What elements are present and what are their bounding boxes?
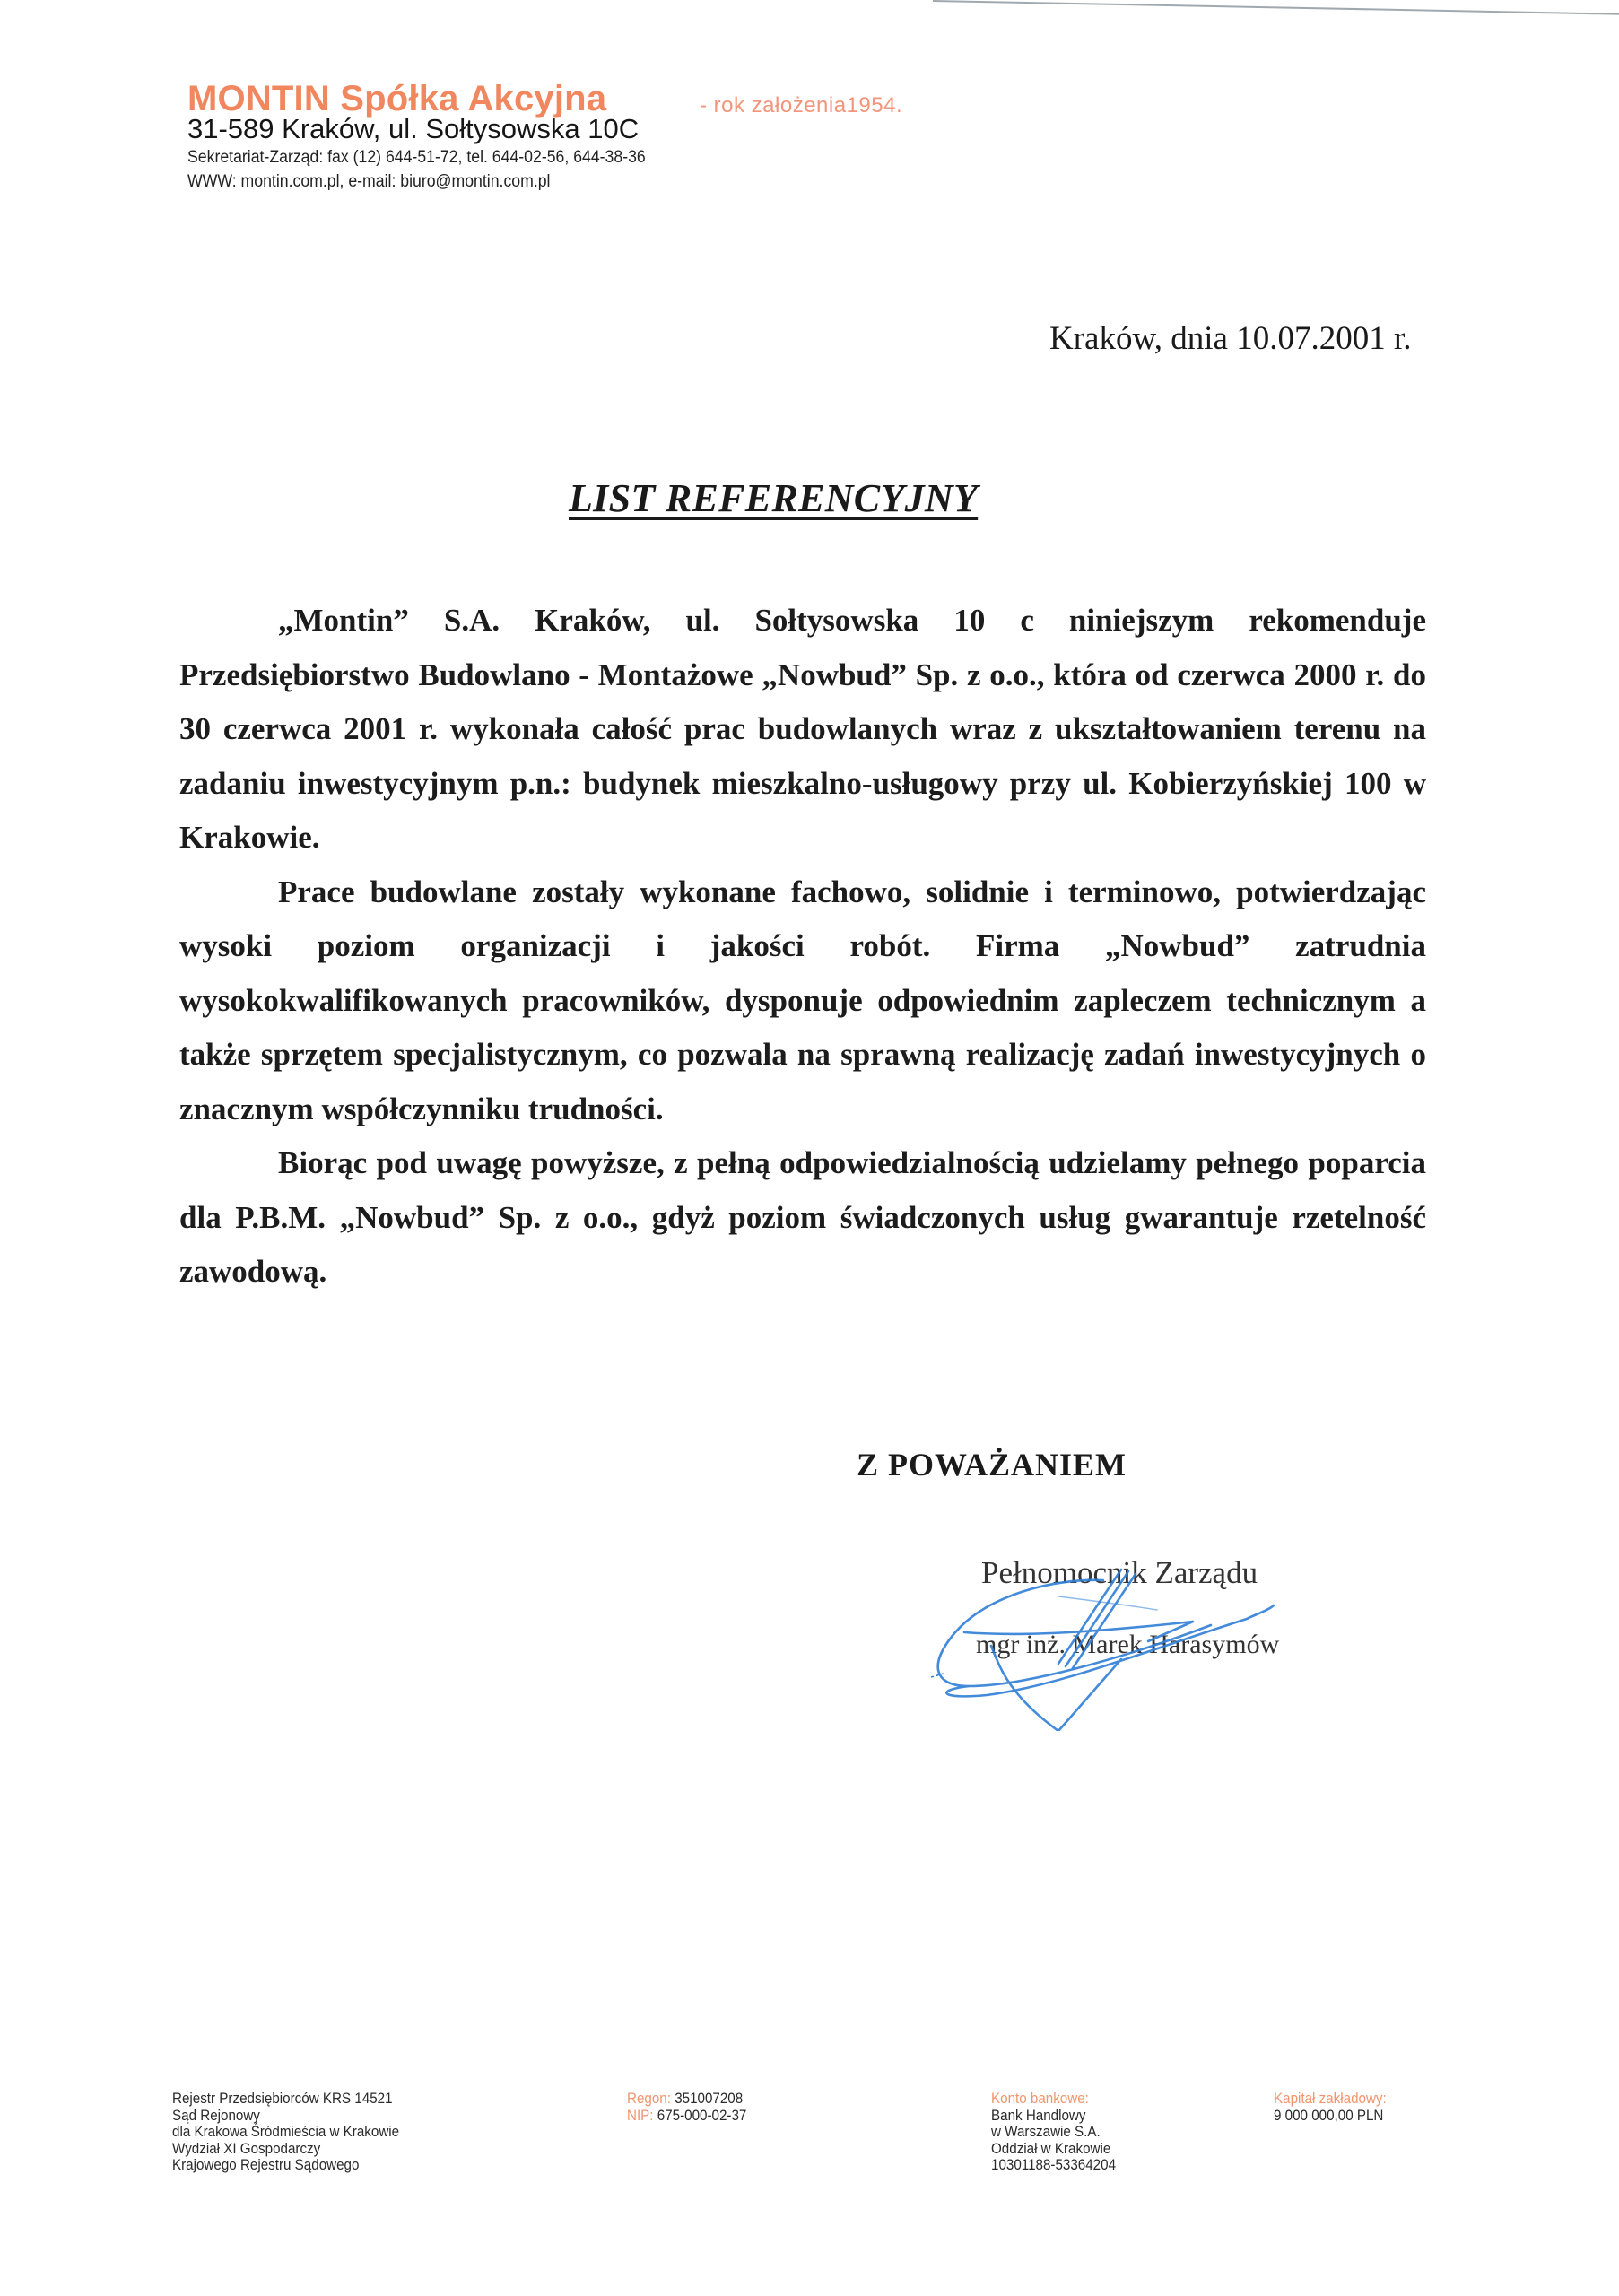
footer-line: Rejestr Przedsiębiorców KRS 14521 xyxy=(172,2091,393,2107)
regon-value: 351007208 xyxy=(675,2091,744,2107)
capital-label: Kapitał zakładowy: xyxy=(1274,2091,1387,2107)
signature-stroke xyxy=(946,1605,1274,1696)
company-web: WWW: montin.com.pl, e-mail: biuro@montin.com.pl xyxy=(187,172,551,191)
body-paragraph: Prace budowlane zostały wykonane fachowo, solidnie i terminowo, potwierdzając wysoki poziom organizacji i jakości robót. Firma „Nowbud” zatrudnia wysokokwalifikowanych pracowników, dysponuje odpowiednim zapleczem technicznym a także sprzętem specjalistycznym, co pozwala na sprawną realizację zadań inwestycyjnych o znacznym współczynniku trudności. xyxy=(179,874,1426,1126)
footer-line: Krajowego Rejestru Sądowego xyxy=(172,2157,360,2173)
footer-line: Wydział XI Gospodarczy xyxy=(172,2140,321,2157)
footer-line: Sąd Rejonowy xyxy=(172,2107,260,2124)
scan-edge-line xyxy=(933,0,1619,15)
footer-line: Oddział w Krakowie xyxy=(991,2140,1111,2157)
signer-role: Pełnomocnik Zarządu xyxy=(981,1555,1258,1590)
signature-stroke xyxy=(1058,1596,1157,1610)
signature-icon xyxy=(915,1561,1292,1731)
letter-body xyxy=(179,594,1426,1300)
footer-line: dla Krakowa Śródmieścia w Krakowie xyxy=(172,2124,400,2140)
body-paragraph: Biorąc pod uwagę powyższe, z pełną odpowiedzialnością udzielamy pełnego poparcia dla P.B.M. „Nowbud” Sp. z o.o., gdyż poziom świadczonych usług gwarantuje rzetelność zawodową. xyxy=(179,1145,1426,1289)
regon-row xyxy=(627,2091,746,2108)
signer-name: mgr inż. Marek Harasymów xyxy=(976,1630,1280,1659)
company-name: MONTIN Spółka Akcyjna xyxy=(187,79,607,118)
signature-stroke xyxy=(1058,1570,1136,1668)
company-address: 31-589 Kraków, ul. Sołtysowska 10C xyxy=(187,113,640,144)
nip-row xyxy=(627,2108,746,2125)
footer-ids xyxy=(627,2091,746,2124)
footer-line: w Warszawie S.A. xyxy=(991,2124,1101,2140)
body-paragraph: „Montin” S.A. Kraków, ul. Sołtysowska 10 c niniejszym rekomenduje Przedsiębiorstwo Budowlano - Montażowe „Nowbud” Sp. z o.o., która od czerwca 2000 r. do 30 czerwca 2001 r. wykonała całość prac budowlanych wraz z ukształtowaniem terenu na zadaniu inwestycyjnym p.n.: budynek mieszkalno-usługowy przy ul. Kobierzyńskiej 100 w Krakowie. xyxy=(179,603,1426,855)
letter-date: Kraków, dnia 10.07.2001 r. xyxy=(1049,320,1412,357)
signature-stroke xyxy=(991,1646,1121,1731)
closing-salutation: Z POWAŻANIEM xyxy=(857,1447,1127,1483)
footer-line: Bank Handlowy xyxy=(991,2107,1086,2124)
nip-label: NIP: xyxy=(627,2107,654,2124)
letter-title: LIST REFERENCYJNY xyxy=(569,476,979,520)
nip-value: 675-000-02-37 xyxy=(657,2107,747,2124)
footer-registry xyxy=(172,2091,399,2174)
regon-label: Regon: xyxy=(627,2091,671,2107)
bank-account: 10301188-53364204 xyxy=(991,2157,1117,2173)
footer-bank xyxy=(991,2091,1116,2174)
founded-year: - rok założenia1954. xyxy=(700,93,903,117)
footer-capital xyxy=(1274,2091,1387,2124)
company-contact: Sekretariat-Zarząd: fax (12) 644-51-72, tel. 644-02-56, 644-38-36 xyxy=(187,148,646,167)
bank-label: Konto bankowe: xyxy=(991,2091,1089,2107)
capital-value: 9 000 000,00 PLN xyxy=(1274,2107,1384,2124)
